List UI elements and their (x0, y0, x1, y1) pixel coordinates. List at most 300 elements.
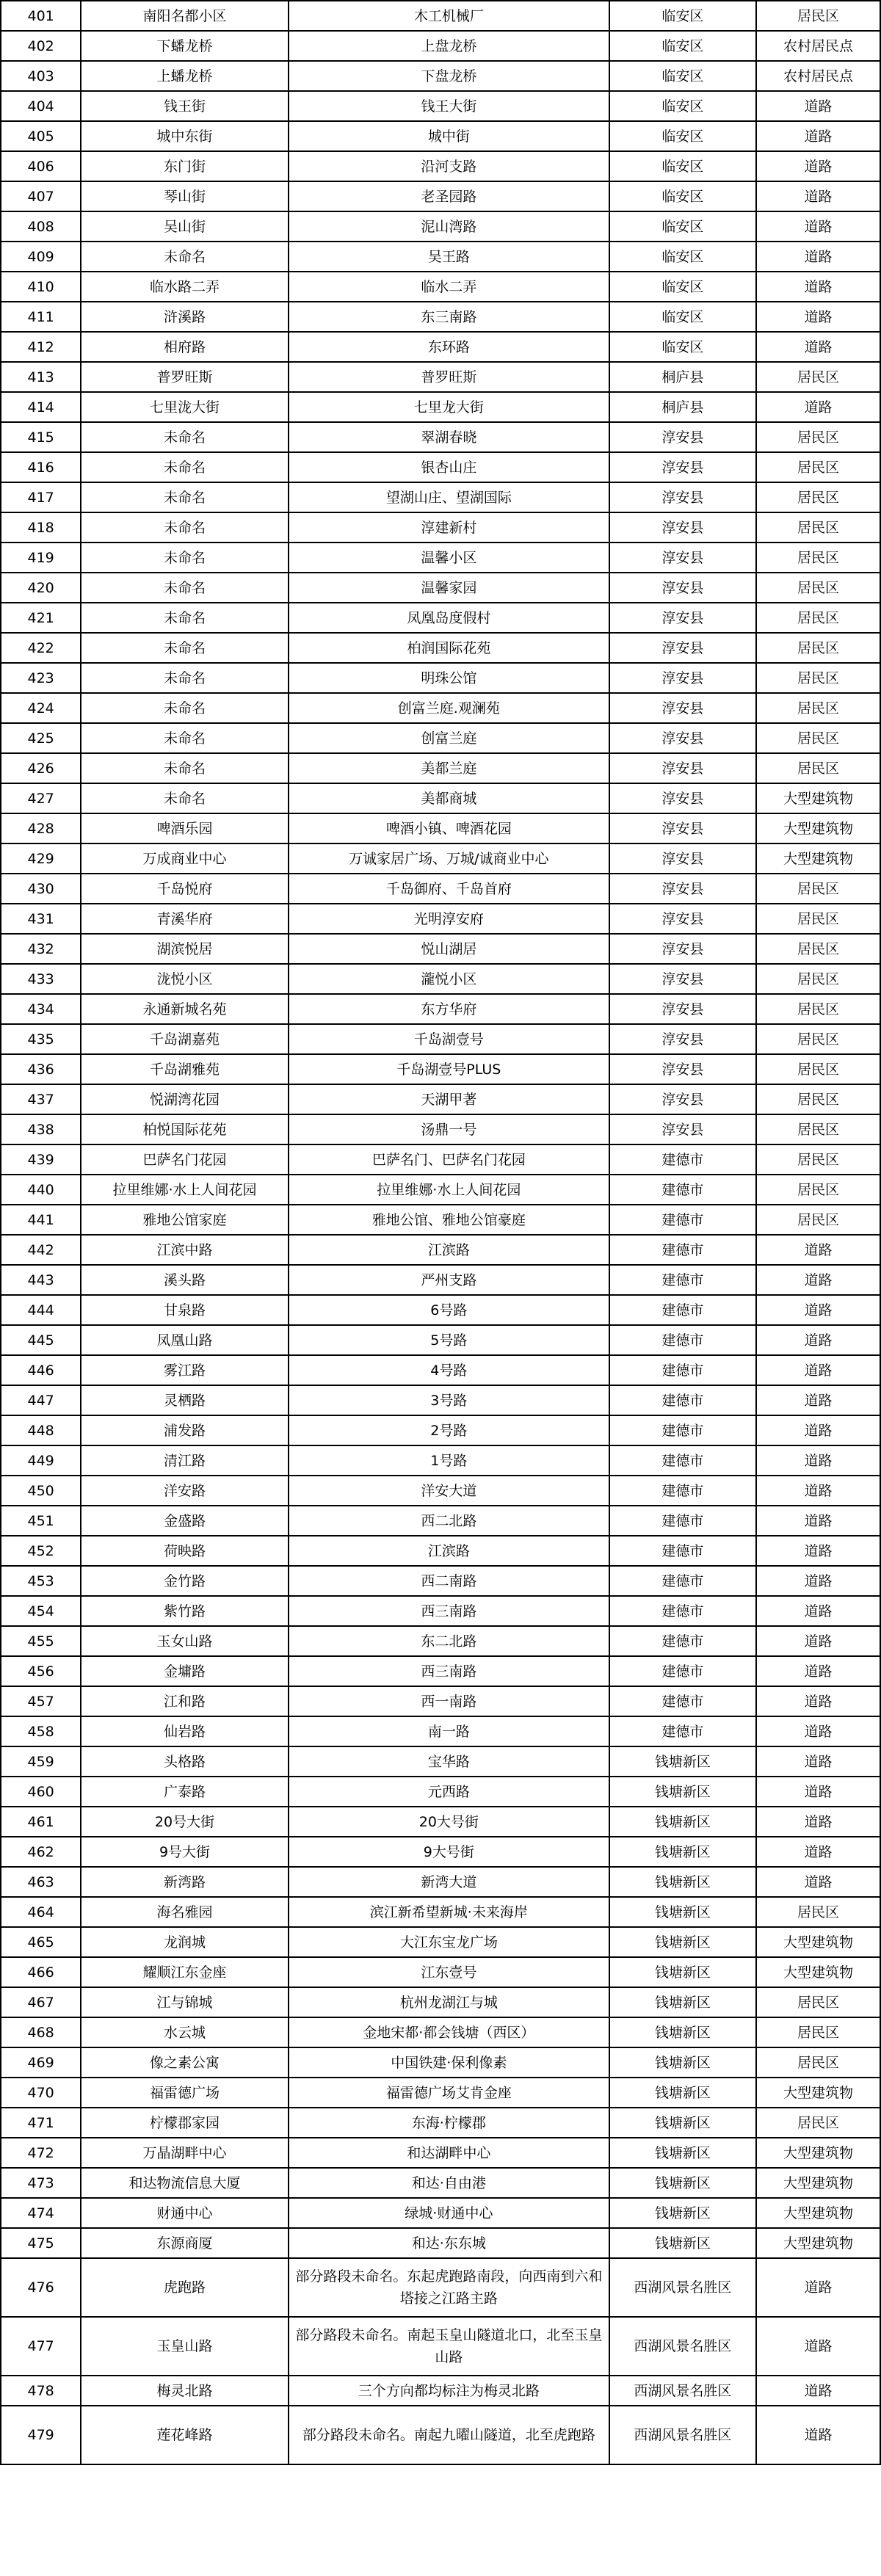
original-name-cell: 江滨中路 (81, 1235, 288, 1265)
original-name-cell: 新湾路 (81, 1867, 288, 1897)
category-cell: 道路 (756, 1506, 880, 1536)
row-number-cell: 418 (1, 512, 81, 543)
row-number-cell: 423 (1, 663, 81, 693)
category-cell: 居民区 (756, 452, 880, 482)
category-cell: 居民区 (756, 1, 880, 31)
category-cell: 道路 (756, 1235, 880, 1265)
table-row (1, 813, 880, 843)
row-number-cell: 441 (1, 1205, 81, 1235)
table-row (1, 723, 880, 753)
category-cell: 道路 (756, 2376, 880, 2406)
row-number-cell: 479 (1, 2406, 81, 2464)
row-number-cell: 430 (1, 874, 81, 904)
row-number-cell: 432 (1, 934, 81, 964)
category-cell: 道路 (756, 332, 880, 362)
row-number-cell: 453 (1, 1566, 81, 1596)
original-name-cell: 浦发路 (81, 1415, 288, 1445)
row-number-cell: 462 (1, 1837, 81, 1867)
standard-name-cell: 滨江新希望新城·未来海岸 (289, 1897, 609, 1927)
table-row (1, 904, 880, 934)
row-number-cell: 455 (1, 1626, 81, 1656)
table-row (1, 452, 880, 482)
original-name-cell: 20号大街 (81, 1807, 288, 1837)
row-number-cell: 449 (1, 1445, 81, 1476)
standard-name-cell: 城中街 (289, 121, 609, 151)
standard-name-cell: 下盘龙桥 (289, 61, 609, 91)
original-name-cell: 玉皇山路 (81, 2317, 288, 2376)
district-cell: 临安区 (609, 121, 756, 151)
row-number-cell: 456 (1, 1656, 81, 1686)
category-cell: 道路 (756, 1656, 880, 1686)
row-number-cell: 420 (1, 573, 81, 603)
category-cell: 大型建筑物 (756, 2228, 880, 2258)
original-name-cell: 水云城 (81, 2017, 288, 2047)
district-cell: 淳安县 (609, 904, 756, 934)
category-cell: 道路 (756, 1385, 880, 1415)
standard-name-cell: 七里龙大街 (289, 392, 609, 422)
standard-name-cell: 老圣园路 (289, 181, 609, 211)
category-cell: 居民区 (756, 874, 880, 904)
district-cell: 淳安县 (609, 753, 756, 783)
row-number-cell: 454 (1, 1596, 81, 1626)
category-cell: 居民区 (756, 1054, 880, 1084)
row-number-cell: 444 (1, 1295, 81, 1325)
original-name-cell: 吴山街 (81, 211, 288, 242)
original-name-cell: 雾江路 (81, 1355, 288, 1385)
standard-name-cell: 拉里维娜·水上人间花园 (289, 1175, 609, 1205)
standard-name-cell: 啤酒小镇、啤酒花园 (289, 813, 609, 843)
category-cell: 大型建筑物 (756, 2198, 880, 2228)
standard-name-cell: 元西路 (289, 1777, 609, 1807)
table-row (1, 633, 880, 663)
category-cell: 道路 (756, 1837, 880, 1867)
standard-name-cell: 温馨家园 (289, 573, 609, 603)
category-cell: 大型建筑物 (756, 1927, 880, 1957)
standard-name-cell: 西三南路 (289, 1596, 609, 1626)
district-cell: 建德市 (609, 1144, 756, 1175)
row-number-cell: 419 (1, 543, 81, 573)
district-cell: 西湖风景名胜区 (609, 2258, 756, 2317)
original-name-cell: 普罗旺斯 (81, 362, 288, 392)
original-name-cell: 甘泉路 (81, 1295, 288, 1325)
row-number-cell: 472 (1, 2138, 81, 2168)
category-cell: 道路 (756, 1566, 880, 1596)
table-row (1, 1656, 880, 1686)
district-cell: 钱塘新区 (609, 1746, 756, 1777)
table-row (1, 2198, 880, 2228)
table-row (1, 1927, 880, 1957)
row-number-cell: 409 (1, 242, 81, 272)
original-name-cell: 雅地公馆家庭 (81, 1205, 288, 1235)
standard-name-cell: 凤凰岛度假村 (289, 603, 609, 633)
category-cell: 道路 (756, 1355, 880, 1385)
original-name-cell: 虎跑路 (81, 2258, 288, 2317)
category-cell: 大型建筑物 (756, 2138, 880, 2168)
category-cell: 道路 (756, 121, 880, 151)
table-row (1, 1295, 880, 1325)
original-name-cell: 清江路 (81, 1445, 288, 1476)
district-cell: 建德市 (609, 1385, 756, 1415)
table-row (1, 1355, 880, 1385)
row-number-cell: 463 (1, 1867, 81, 1897)
standard-name-cell: 美都兰庭 (289, 753, 609, 783)
category-cell: 农村居民点 (756, 31, 880, 61)
original-name-cell: 未命名 (81, 753, 288, 783)
district-cell: 淳安县 (609, 813, 756, 843)
district-cell: 建德市 (609, 1265, 756, 1295)
original-name-cell: 泷悦小区 (81, 964, 288, 994)
table-row (1, 2228, 880, 2258)
category-cell: 道路 (756, 1325, 880, 1355)
table-row (1, 603, 880, 633)
standard-name-cell: 银杏山庄 (289, 452, 609, 482)
standard-name-cell: 和达·自由港 (289, 2168, 609, 2198)
row-number-cell: 471 (1, 2108, 81, 2138)
district-cell: 钱塘新区 (609, 1957, 756, 1987)
table-row (1, 1506, 880, 1536)
category-cell: 道路 (756, 1626, 880, 1656)
standard-name-cell: 江东壹号 (289, 1957, 609, 1987)
table-row (1, 1205, 880, 1235)
original-name-cell: 头格路 (81, 1746, 288, 1777)
category-cell: 居民区 (756, 904, 880, 934)
table-row (1, 1054, 880, 1084)
category-cell: 道路 (756, 181, 880, 211)
row-number-cell: 414 (1, 392, 81, 422)
row-number-cell: 415 (1, 422, 81, 452)
district-cell: 钱塘新区 (609, 2168, 756, 2198)
row-number-cell: 452 (1, 1536, 81, 1566)
original-name-cell: 像之素公寓 (81, 2047, 288, 2078)
row-number-cell: 440 (1, 1175, 81, 1205)
row-number-cell: 465 (1, 1927, 81, 1957)
table-row (1, 1897, 880, 1927)
row-number-cell: 429 (1, 843, 81, 874)
category-cell: 道路 (756, 1265, 880, 1295)
original-name-cell: 七里泷大街 (81, 392, 288, 422)
original-name-cell: 悦湖湾花园 (81, 1084, 288, 1114)
standard-name-cell: 瀧悦小区 (289, 964, 609, 994)
district-cell: 临安区 (609, 211, 756, 242)
standard-name-cell: 20大号街 (289, 1807, 609, 1837)
district-cell: 淳安县 (609, 783, 756, 813)
row-number-cell: 439 (1, 1144, 81, 1175)
category-cell: 居民区 (756, 362, 880, 392)
category-cell: 道路 (756, 1295, 880, 1325)
table-row (1, 482, 880, 512)
original-name-cell: 巴萨名门花园 (81, 1144, 288, 1175)
standard-name-cell: 中国铁建·保利像素 (289, 2047, 609, 2078)
row-number-cell: 473 (1, 2168, 81, 2198)
row-number-cell: 406 (1, 151, 81, 181)
table-row (1, 2317, 880, 2376)
district-cell: 淳安县 (609, 633, 756, 663)
row-number-cell: 437 (1, 1084, 81, 1114)
category-cell: 居民区 (756, 1175, 880, 1205)
table-row (1, 1445, 880, 1476)
original-name-cell: 未命名 (81, 543, 288, 573)
table-row (1, 1536, 880, 1566)
original-name-cell: 万成商业中心 (81, 843, 288, 874)
category-cell: 居民区 (756, 422, 880, 452)
standard-name-cell: 木工机械厂 (289, 1, 609, 31)
table-row (1, 693, 880, 723)
row-number-cell: 477 (1, 2317, 81, 2376)
district-cell: 临安区 (609, 332, 756, 362)
district-cell: 淳安县 (609, 843, 756, 874)
table-row (1, 1957, 880, 1987)
standard-name-cell: 创富兰庭.观澜苑 (289, 693, 609, 723)
district-cell: 钱塘新区 (609, 1777, 756, 1807)
row-number-cell: 427 (1, 783, 81, 813)
standard-name-cell: 悦山湖居 (289, 934, 609, 964)
row-number-cell: 475 (1, 2228, 81, 2258)
original-name-cell: 广泰路 (81, 1777, 288, 1807)
table-row (1, 2078, 880, 2108)
original-name-cell: 千岛湖嘉苑 (81, 1024, 288, 1054)
standard-name-cell: 江滨路 (289, 1235, 609, 1265)
standard-name-cell: 严州支路 (289, 1265, 609, 1295)
district-cell: 钱塘新区 (609, 2108, 756, 2138)
row-number-cell: 450 (1, 1476, 81, 1506)
table-row (1, 1716, 880, 1746)
table-row (1, 543, 880, 573)
district-cell: 钱塘新区 (609, 1867, 756, 1897)
original-name-cell: 江和路 (81, 1686, 288, 1716)
row-number-cell: 411 (1, 302, 81, 332)
standard-name-cell: 泥山湾路 (289, 211, 609, 242)
district-cell: 建德市 (609, 1476, 756, 1506)
district-cell: 西湖风景名胜区 (609, 2406, 756, 2464)
table-row (1, 512, 880, 543)
standard-name-cell: 江滨路 (289, 1536, 609, 1566)
district-cell: 建德市 (609, 1596, 756, 1626)
category-cell: 居民区 (756, 2108, 880, 2138)
standard-name-cell: 上盘龙桥 (289, 31, 609, 61)
original-name-cell: 灵栖路 (81, 1385, 288, 1415)
standard-name-cell: 明珠公馆 (289, 663, 609, 693)
district-cell: 临安区 (609, 31, 756, 61)
category-cell: 道路 (756, 211, 880, 242)
category-cell: 道路 (756, 2317, 880, 2376)
table-row (1, 2168, 880, 2198)
standard-name-cell: 大江东宝龙广场 (289, 1927, 609, 1957)
row-number-cell: 476 (1, 2258, 81, 2317)
original-name-cell: 未命名 (81, 512, 288, 543)
table-row (1, 1385, 880, 1415)
standard-name-cell: 部分路段未命名。东起虎跑路南段，向西南到六和塔接之江路主路 (289, 2258, 609, 2317)
table-row (1, 1987, 880, 2017)
row-number-cell: 474 (1, 2198, 81, 2228)
row-number-cell: 436 (1, 1054, 81, 1084)
district-cell: 临安区 (609, 242, 756, 272)
standard-name-cell: 洋安大道 (289, 1476, 609, 1506)
category-cell: 居民区 (756, 2017, 880, 2047)
category-cell: 居民区 (756, 693, 880, 723)
standard-name-cell: 雅地公馆、雅地公馆豪庭 (289, 1205, 609, 1235)
district-cell: 钱塘新区 (609, 1927, 756, 1957)
category-cell: 道路 (756, 302, 880, 332)
original-name-cell: 福雷德广场 (81, 2078, 288, 2108)
original-name-cell: 青溪华府 (81, 904, 288, 934)
district-cell: 淳安县 (609, 1084, 756, 1114)
standard-name-cell: 天湖甲著 (289, 1084, 609, 1114)
category-cell: 居民区 (756, 1205, 880, 1235)
district-cell: 淳安县 (609, 723, 756, 753)
original-name-cell: 未命名 (81, 452, 288, 482)
table-row (1, 964, 880, 994)
district-cell: 西湖风景名胜区 (609, 2376, 756, 2406)
original-name-cell: 未命名 (81, 663, 288, 693)
standard-name-cell: 临水二弄 (289, 272, 609, 302)
row-number-cell: 461 (1, 1807, 81, 1837)
row-number-cell: 405 (1, 121, 81, 151)
row-number-cell: 457 (1, 1686, 81, 1716)
district-cell: 建德市 (609, 1205, 756, 1235)
original-name-cell: 仙岩路 (81, 1716, 288, 1746)
district-cell: 桐庐县 (609, 392, 756, 422)
category-cell: 道路 (756, 1867, 880, 1897)
table-row (1, 1144, 880, 1175)
row-number-cell: 466 (1, 1957, 81, 1987)
original-name-cell: 未命名 (81, 693, 288, 723)
district-cell: 钱塘新区 (609, 2198, 756, 2228)
original-name-cell: 湖滨悦居 (81, 934, 288, 964)
table-row (1, 61, 880, 91)
row-number-cell: 470 (1, 2078, 81, 2108)
category-cell: 大型建筑物 (756, 1957, 880, 1987)
district-cell: 建德市 (609, 1295, 756, 1325)
original-name-cell: 莲花峰路 (81, 2406, 288, 2464)
original-name-cell: 万晶湖畔中心 (81, 2138, 288, 2168)
table-row (1, 1686, 880, 1716)
standard-name-cell: 沿河支路 (289, 151, 609, 181)
standard-name-cell: 绿城·财通中心 (289, 2198, 609, 2228)
table-row (1, 994, 880, 1024)
category-cell: 大型建筑物 (756, 2078, 880, 2108)
original-name-cell: 未命名 (81, 633, 288, 663)
standard-name-cell: 柏润国际花苑 (289, 633, 609, 663)
district-cell: 建德市 (609, 1235, 756, 1265)
district-cell: 钱塘新区 (609, 1837, 756, 1867)
standard-name-cell: 西一南路 (289, 1686, 609, 1716)
row-number-cell: 433 (1, 964, 81, 994)
table-row (1, 31, 880, 61)
row-number-cell: 464 (1, 1897, 81, 1927)
category-cell: 居民区 (756, 2047, 880, 2078)
district-cell: 钱塘新区 (609, 2017, 756, 2047)
table-row (1, 1746, 880, 1777)
standard-name-cell: 东三南路 (289, 302, 609, 332)
table-row (1, 362, 880, 392)
row-number-cell: 424 (1, 693, 81, 723)
row-number-cell: 428 (1, 813, 81, 843)
district-cell: 建德市 (609, 1506, 756, 1536)
district-cell: 建德市 (609, 1325, 756, 1355)
standard-name-cell: 三个方向都均标注为梅灵北路 (289, 2376, 609, 2406)
original-name-cell: 梅灵北路 (81, 2376, 288, 2406)
standard-name-cell: 南一路 (289, 1716, 609, 1746)
table-row (1, 242, 880, 272)
standard-name-cell: 金地宋都·都会钱塘（西区） (289, 2017, 609, 2047)
original-name-cell: 金竹路 (81, 1566, 288, 1596)
district-cell: 淳安县 (609, 422, 756, 452)
row-number-cell: 442 (1, 1235, 81, 1265)
table-row (1, 934, 880, 964)
standard-name-cell: 东环路 (289, 332, 609, 362)
original-name-cell: 未命名 (81, 422, 288, 452)
category-cell: 大型建筑物 (756, 813, 880, 843)
original-name-cell: 未命名 (81, 242, 288, 272)
table-row (1, 1415, 880, 1445)
original-name-cell: 拉里维娜·水上人间花园 (81, 1175, 288, 1205)
table-row (1, 1807, 880, 1837)
district-cell: 建德市 (609, 1626, 756, 1656)
district-cell: 西湖风景名胜区 (609, 2317, 756, 2376)
district-cell: 建德市 (609, 1686, 756, 1716)
standard-name-cell: 2号路 (289, 1415, 609, 1445)
standard-name-cell: 西三南路 (289, 1656, 609, 1686)
standard-name-cell: 部分路段未命名。南起玉皇山隧道北口，北至玉皇山路 (289, 2317, 609, 2376)
standard-name-cell: 西二北路 (289, 1506, 609, 1536)
table-row (1, 2017, 880, 2047)
table-row (1, 1235, 880, 1265)
table-body (1, 1, 880, 2464)
standard-name-cell: 东方华府 (289, 994, 609, 1024)
row-number-cell: 468 (1, 2017, 81, 2047)
standard-name-cell: 钱王大街 (289, 91, 609, 121)
row-number-cell: 426 (1, 753, 81, 783)
row-number-cell: 402 (1, 31, 81, 61)
table-row (1, 573, 880, 603)
standard-name-cell: 1号路 (289, 1445, 609, 1476)
category-cell: 居民区 (756, 512, 880, 543)
table-row (1, 1626, 880, 1656)
original-name-cell: 上蟠龙桥 (81, 61, 288, 91)
table-row (1, 422, 880, 452)
table-row (1, 332, 880, 362)
original-name-cell: 海名雅园 (81, 1897, 288, 1927)
district-cell: 淳安县 (609, 934, 756, 964)
original-name-cell: 东门街 (81, 151, 288, 181)
district-cell: 建德市 (609, 1536, 756, 1566)
category-cell: 大型建筑物 (756, 2168, 880, 2198)
category-cell: 道路 (756, 1807, 880, 1837)
table-row (1, 663, 880, 693)
standard-name-cell: 淳建新村 (289, 512, 609, 543)
original-name-cell: 啤酒乐园 (81, 813, 288, 843)
category-cell: 居民区 (756, 1897, 880, 1927)
district-cell: 淳安县 (609, 693, 756, 723)
standard-name-cell: 美都商城 (289, 783, 609, 813)
standard-name-cell: 福雷德广场艾肯金座 (289, 2078, 609, 2108)
table-row (1, 843, 880, 874)
standard-name-cell: 光明淳安府 (289, 904, 609, 934)
original-name-cell: 浒溪路 (81, 302, 288, 332)
original-name-cell: 下蟠龙桥 (81, 31, 288, 61)
row-number-cell: 401 (1, 1, 81, 31)
category-cell: 道路 (756, 1445, 880, 1476)
category-cell: 道路 (756, 392, 880, 422)
district-cell: 建德市 (609, 1415, 756, 1445)
district-cell: 淳安县 (609, 1054, 756, 1084)
district-cell: 建德市 (609, 1355, 756, 1385)
category-cell: 道路 (756, 1536, 880, 1566)
row-number-cell: 421 (1, 603, 81, 633)
district-cell: 建德市 (609, 1566, 756, 1596)
standard-name-cell: 千岛湖壹号PLUS (289, 1054, 609, 1084)
category-cell: 道路 (756, 1746, 880, 1777)
